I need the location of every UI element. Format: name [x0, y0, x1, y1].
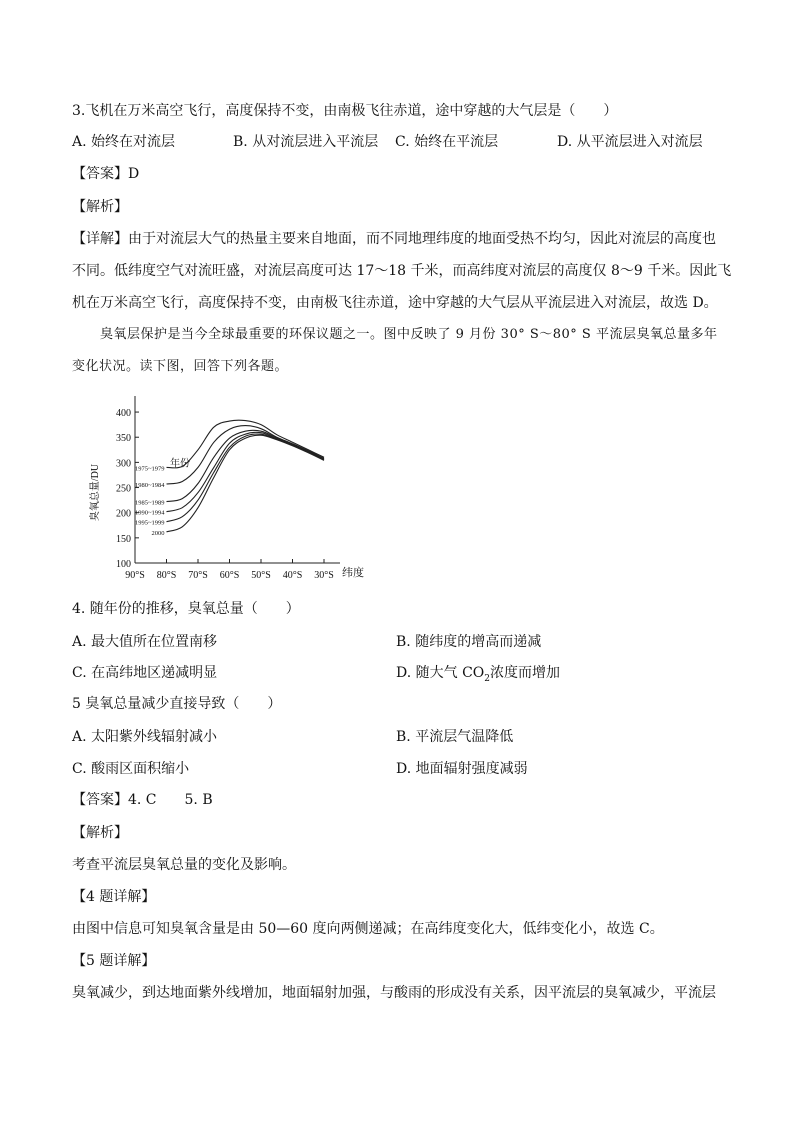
series-label: 1980~1984: [134, 482, 165, 490]
y-tick-label: 100: [116, 559, 131, 570]
ozone-chart: [84, 390, 384, 590]
q3-option-c: C. 始终在平流层: [395, 134, 499, 150]
series-label: 1985~1989: [134, 499, 165, 507]
q4-option-c: C. 在高纬地区递减明显: [72, 665, 218, 681]
x-tick-label: 30°S: [314, 570, 334, 581]
x-tick-label: 90°S: [125, 570, 145, 581]
detail4-text: 由图中信息可知臭氧含量是由 50—60 度向两侧递减；在高纬度变化大，低纬变化小，故选 C。: [72, 921, 664, 937]
q4-option-d-post: 浓度而增加: [490, 665, 560, 681]
q3-detail-line2: 不同。低纬度空气对流旺盛，对流层高度可达 17～18 千米，而高纬度对流层的高度仅 8～9 千米。因此飞: [72, 263, 732, 279]
intro-line2: 变化状况。读下图，回答下列各题。: [72, 359, 289, 374]
y-axis-label: 臭氧总量/DU: [90, 463, 101, 522]
series-label: 1995~1999: [134, 519, 165, 527]
q5-option-b: B. 平流层气温降低: [396, 729, 514, 745]
answer-values: 4. C 5. B: [128, 792, 213, 808]
series-label: 1975~1979: [134, 465, 165, 473]
q3-stem: 3.飞机在万米高空飞行，高度保持不变，由南极飞往赤道，途中穿越的大气层是（ ）: [72, 103, 618, 119]
y-tick-label: 150: [116, 533, 131, 545]
q4-option-d: [396, 663, 560, 689]
series-line-0: [167, 420, 325, 468]
series-label: 1990~1994: [134, 509, 165, 517]
y-tick-label: 350: [116, 433, 131, 445]
answer-value: D: [128, 166, 140, 182]
chart-axes: [135, 396, 340, 563]
x-tick-label: 50°S: [251, 570, 271, 581]
x-tick-label: 80°S: [156, 570, 177, 581]
y-tick-label: 200: [116, 508, 131, 520]
detail5-tag: 【5 题详解】: [72, 953, 156, 969]
series-label: 2000: [151, 529, 165, 537]
x-tick-label: 70°S: [188, 570, 208, 581]
q3-option-d: D. 从平流层进入对流层: [557, 134, 703, 150]
q3-option-a: A. 始终在对流层: [72, 134, 176, 150]
x-tick-label: 40°S: [282, 570, 303, 581]
q5-stem: 5 臭氧总量减少直接导致（ ）: [72, 696, 282, 712]
chart-labels: [88, 408, 364, 581]
detail-tag: 【详解】: [72, 231, 128, 247]
series-line-5: [167, 435, 325, 532]
q4-stem: 4. 随年份的推移，臭氧总量（ ）: [72, 601, 300, 617]
y-tick-label: 400: [116, 408, 131, 420]
q3-detail-line3: 机在万米高空飞行，高度保持不变，由南极飞往赤道，途中穿越的大气层从平流层进入对流层，故选 D。: [72, 295, 718, 311]
detail-text: 由于对流层大气的热量主要来自地面，而不同地理纬度的地面受热不均匀，因此对流层的高度也: [128, 231, 716, 247]
answers45-analysis-tag: 【解析】: [72, 825, 128, 841]
answers45-summary: 考查平流层臭氧总量的变化及影响。: [72, 857, 296, 873]
q5-option-d: D. 地面辐射强度减弱: [396, 761, 528, 777]
q5-option-c: C. 酸雨区面积缩小: [72, 761, 190, 777]
y-tick-label: 300: [116, 458, 131, 470]
series-line-3: [167, 432, 325, 511]
answer-tag: 【答案】: [72, 166, 128, 182]
q4-option-d-pre: D. 随大气 CO: [396, 665, 485, 681]
q4-option-d-sub: 2: [484, 673, 490, 684]
q4-option-a: A. 最大值所在位置南移: [72, 634, 218, 650]
x-tick-label: 60°S: [219, 570, 240, 581]
detail4-tag: 【4 题详解】: [72, 889, 156, 905]
q3-option-b: B. 从对流层进入平流层: [233, 134, 379, 150]
y-tick-label: 250: [116, 483, 131, 495]
legend-title: 年份: [170, 458, 190, 470]
intro-line1: 臭氧层保护是当今全球最重要的环保议题之一。图中反映了 9 月份 30° S～80° S 平流层臭氧总量多年: [100, 327, 718, 342]
q3-answer-line: [72, 164, 139, 184]
series-line-2: [167, 430, 325, 501]
q3-detail-line1: [72, 229, 716, 249]
chart-series: [167, 420, 325, 532]
q4-option-b: B. 随纬度的增高而递减: [396, 634, 542, 650]
q5-option-a: A. 太阳紫外线辐射减小: [72, 729, 218, 745]
x-axis-label: 纬度: [342, 567, 364, 579]
answers45-line: [72, 790, 213, 810]
detail5-text: 臭氧减少，到达地面紫外线增加，地面辐射加强，与酸雨的形成没有关系，因平流层的臭氧减少，平流层: [72, 985, 716, 1001]
q3-analysis-tag: 【解析】: [72, 199, 128, 215]
answer-tag: 【答案】: [72, 792, 128, 808]
